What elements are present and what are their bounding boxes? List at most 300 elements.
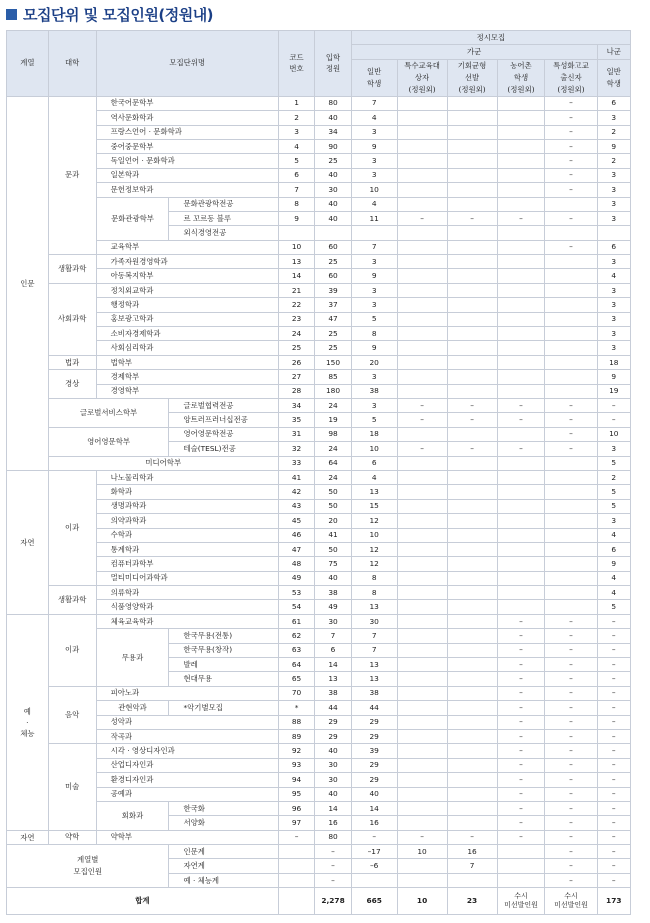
table-row — [7, 370, 631, 384]
vocational-cell — [545, 341, 597, 355]
code-cell: 3 — [278, 125, 314, 139]
unit-cell: 수학과 — [96, 528, 278, 542]
table-row — [7, 528, 631, 542]
quota-cell: 64 — [315, 456, 351, 470]
rural-cell — [497, 154, 545, 168]
code-cell: 31 — [278, 427, 314, 441]
unit-cell: 사회심리학과 — [96, 341, 278, 355]
header-na: 나군 — [597, 45, 630, 59]
equal-cell: – — [447, 413, 497, 427]
subunit-cell: 앙트러프러너십전공 — [169, 413, 278, 427]
special-ed-cell: – — [397, 413, 447, 427]
category-value: – — [545, 873, 597, 887]
rural-cell — [497, 240, 545, 254]
general-cell: 4 — [351, 197, 397, 211]
general-cell: 13 — [351, 672, 397, 686]
special-ed-cell — [397, 111, 447, 125]
equal-cell — [447, 485, 497, 499]
general-cell: 15 — [351, 499, 397, 513]
rural-cell: – — [497, 398, 545, 412]
rural-cell — [497, 255, 545, 269]
unit-cell: 통계학과 — [96, 542, 278, 556]
special-ed-cell: – — [397, 398, 447, 412]
general-cell: 3 — [351, 154, 397, 168]
special-ed-cell — [397, 298, 447, 312]
rural-cell — [497, 125, 545, 139]
table-row — [7, 355, 631, 369]
vocational-cell: – — [545, 111, 597, 125]
general-cell: 11 — [351, 211, 397, 225]
unit-cell: 생명과학과 — [96, 499, 278, 513]
rural-cell — [497, 226, 545, 240]
equal-cell — [447, 715, 497, 729]
table-row — [7, 586, 631, 600]
general-cell: 29 — [351, 773, 397, 787]
category-value: –17 — [351, 845, 397, 859]
general-cell: 44 — [351, 701, 397, 715]
table-row — [7, 514, 631, 528]
quota-cell: 37 — [315, 298, 351, 312]
quota-cell: 25 — [315, 255, 351, 269]
unit-cell: 아동복지학부 — [96, 269, 278, 283]
general-cell: 8 — [351, 327, 397, 341]
quota-cell: 50 — [315, 542, 351, 556]
special-ed-cell — [397, 600, 447, 614]
equal-cell: – — [447, 211, 497, 225]
daehak-cell: 미술 — [48, 744, 96, 830]
subunit-cell: 한국무용(전통) — [169, 629, 278, 643]
quota-cell: 6 — [315, 643, 351, 657]
table-row — [7, 744, 631, 758]
daehak-cell: 생활과학 — [48, 586, 96, 615]
special-ed-cell — [397, 312, 447, 326]
quota-cell: 16 — [315, 816, 351, 830]
equal-cell — [447, 255, 497, 269]
code-cell: 63 — [278, 643, 314, 657]
vocational-cell — [545, 571, 597, 585]
equal-cell — [447, 629, 497, 643]
header-equal: 기회균형 선발 (정원외) — [447, 59, 497, 96]
rural-cell — [497, 111, 545, 125]
na-general-cell: – — [597, 801, 630, 815]
special-ed-cell — [397, 384, 447, 398]
equal-cell — [447, 729, 497, 743]
special-ed-cell — [397, 557, 447, 571]
special-ed-cell: – — [397, 830, 447, 844]
rural-cell — [497, 600, 545, 614]
subunit-cell: 글로벌협력전공 — [169, 398, 278, 412]
category-value — [497, 845, 545, 859]
na-general-cell: – — [597, 413, 630, 427]
unit-cell: 홍보광고학과 — [96, 312, 278, 326]
quota-cell: 49 — [315, 600, 351, 614]
na-general-cell: 3 — [597, 341, 630, 355]
vocational-cell — [545, 269, 597, 283]
quota-cell: 30 — [315, 758, 351, 772]
quota-cell: 80 — [315, 830, 351, 844]
rural-cell: – — [497, 787, 545, 801]
total-general: 665 — [351, 888, 397, 915]
na-general-cell: – — [597, 672, 630, 686]
code-cell: 8 — [278, 197, 314, 211]
unit-cell: 경제학부 — [96, 370, 278, 384]
special-ed-cell — [397, 643, 447, 657]
special-ed-cell — [397, 226, 447, 240]
category-value: – — [315, 859, 351, 873]
equal-cell — [447, 514, 497, 528]
special-ed-cell — [397, 744, 447, 758]
quota-cell: 40 — [315, 571, 351, 585]
special-ed-cell — [397, 327, 447, 341]
unit-cell: 중어중문학부 — [96, 139, 278, 153]
quota-cell: 40 — [315, 211, 351, 225]
unit-cell: 식품영양학과 — [96, 600, 278, 614]
general-cell: 8 — [351, 586, 397, 600]
quota-cell: 180 — [315, 384, 351, 398]
category-name: 자연계 — [169, 859, 278, 873]
rural-cell — [497, 370, 545, 384]
table-row — [7, 154, 631, 168]
table-row — [7, 485, 631, 499]
na-general-cell: 3 — [597, 255, 630, 269]
general-cell: 13 — [351, 658, 397, 672]
rural-cell — [497, 499, 545, 513]
code-cell: 93 — [278, 758, 314, 772]
code-cell — [278, 873, 314, 887]
na-general-cell: 5 — [597, 499, 630, 513]
special-ed-cell — [397, 168, 447, 182]
equal-cell — [447, 571, 497, 585]
equal-cell — [447, 370, 497, 384]
na-general-cell: 6 — [597, 240, 630, 254]
category-value — [397, 873, 447, 887]
equal-cell — [447, 139, 497, 153]
special-ed-cell — [397, 269, 447, 283]
quota-cell: 39 — [315, 283, 351, 297]
special-ed-cell — [397, 801, 447, 815]
table-row — [7, 197, 631, 211]
vocational-cell: – — [545, 729, 597, 743]
special-ed-cell — [397, 154, 447, 168]
table-row — [7, 715, 631, 729]
rural-cell — [497, 384, 545, 398]
header-vocational: 특성화고교 출신자 (정원외) — [545, 59, 597, 96]
vocational-cell — [545, 557, 597, 571]
special-ed-cell — [397, 96, 447, 110]
special-ed-cell — [397, 528, 447, 542]
rural-cell: – — [497, 715, 545, 729]
table-row — [7, 758, 631, 772]
daehak-cell: 이과 — [48, 470, 96, 585]
total-quota: 2,278 — [315, 888, 351, 915]
vocational-cell — [545, 586, 597, 600]
unit-cell: 피아노과 — [96, 686, 278, 700]
table-row — [7, 125, 631, 139]
code-cell: 45 — [278, 514, 314, 528]
general-cell: 8 — [351, 571, 397, 585]
special-ed-cell — [397, 240, 447, 254]
general-cell: 9 — [351, 341, 397, 355]
subunit-cell: 르 꼬르동 블루 — [169, 211, 278, 225]
equal-cell — [447, 801, 497, 815]
unit-cell: 법학부 — [96, 355, 278, 369]
gyeyeol-cell: 예 · 체능 — [7, 614, 49, 830]
general-cell: 9 — [351, 139, 397, 153]
category-value: – — [315, 873, 351, 887]
header-ga: 가군 — [351, 45, 597, 59]
code-cell: 24 — [278, 327, 314, 341]
na-general-cell: 3 — [597, 327, 630, 341]
equal-cell — [447, 197, 497, 211]
code-cell — [278, 859, 314, 873]
na-general-cell: 6 — [597, 96, 630, 110]
daehak-cell: 경상 — [48, 370, 96, 399]
daehak-cell: 영어영문학부 — [48, 427, 169, 456]
special-ed-cell — [397, 715, 447, 729]
equal-cell — [447, 283, 497, 297]
table-row — [7, 341, 631, 355]
general-cell — [351, 226, 397, 240]
code-cell: 10 — [278, 240, 314, 254]
quota-cell: 13 — [315, 672, 351, 686]
category-value — [447, 873, 497, 887]
unit-cell: 행정학과 — [96, 298, 278, 312]
quota-cell: 40 — [315, 787, 351, 801]
general-cell: 3 — [351, 168, 397, 182]
na-general-cell: 6 — [597, 542, 630, 556]
quota-cell: 38 — [315, 586, 351, 600]
total-label: 합계 — [7, 888, 279, 915]
rural-cell: – — [497, 629, 545, 643]
general-cell: 12 — [351, 514, 397, 528]
section-title — [6, 3, 213, 25]
table-row — [7, 773, 631, 787]
code-cell: 2 — [278, 111, 314, 125]
special-ed-cell — [397, 341, 447, 355]
rural-cell — [497, 528, 545, 542]
rural-cell — [497, 327, 545, 341]
general-cell: 38 — [351, 686, 397, 700]
na-general-cell — [597, 226, 630, 240]
square-bullet-icon — [6, 9, 17, 20]
code-cell: 88 — [278, 715, 314, 729]
table-row — [7, 701, 631, 715]
equal-cell — [447, 470, 497, 484]
general-cell: 4 — [351, 111, 397, 125]
special-ed-cell: – — [397, 442, 447, 456]
admission-quota-table — [6, 30, 631, 915]
subunit-cell: 영어영문학전공 — [169, 427, 278, 441]
quota-cell: 40 — [315, 197, 351, 211]
rural-cell: – — [497, 816, 545, 830]
unit-cell: 성악과 — [96, 715, 278, 729]
general-cell: 29 — [351, 758, 397, 772]
code-cell: 65 — [278, 672, 314, 686]
rural-cell: – — [497, 686, 545, 700]
table-row — [7, 384, 631, 398]
quota-cell: 40 — [315, 744, 351, 758]
equal-cell — [447, 183, 497, 197]
quota-cell: 80 — [315, 96, 351, 110]
vocational-cell — [545, 298, 597, 312]
na-general-cell: – — [597, 629, 630, 643]
header-general: 일반 학생 — [351, 59, 397, 96]
equal-cell — [447, 787, 497, 801]
quota-cell: 25 — [315, 341, 351, 355]
special-ed-cell — [397, 183, 447, 197]
general-cell: 3 — [351, 283, 397, 297]
vocational-cell — [545, 370, 597, 384]
special-ed-cell — [397, 485, 447, 499]
general-cell: 3 — [351, 398, 397, 412]
special-ed-cell — [397, 729, 447, 743]
special-ed-cell — [397, 197, 447, 211]
vocational-cell: – — [545, 801, 597, 815]
quota-cell: 14 — [315, 801, 351, 815]
category-value: 7 — [447, 859, 497, 873]
unit-cell: 일본학과 — [96, 168, 278, 182]
daehak-cell: 생활과학 — [48, 255, 96, 284]
special-ed-cell — [397, 139, 447, 153]
category-value — [351, 873, 397, 887]
na-general-cell: 9 — [597, 370, 630, 384]
quota-cell: 7 — [315, 629, 351, 643]
unit-cell: 체육교육학과 — [96, 614, 278, 628]
general-cell: 30 — [351, 614, 397, 628]
special-ed-cell — [397, 542, 447, 556]
na-general-cell: 9 — [597, 139, 630, 153]
rural-cell: – — [497, 773, 545, 787]
general-cell: 3 — [351, 370, 397, 384]
subunit-cell: 서양화 — [169, 816, 278, 830]
unit-cell: 산업디자인과 — [96, 758, 278, 772]
general-cell: 12 — [351, 557, 397, 571]
quota-cell: 24 — [315, 398, 351, 412]
equal-cell — [447, 816, 497, 830]
vocational-cell — [545, 283, 597, 297]
vocational-cell: – — [545, 715, 597, 729]
na-general-cell: 2 — [597, 154, 630, 168]
code-cell: 49 — [278, 571, 314, 585]
category-value — [397, 859, 447, 873]
equal-cell — [447, 240, 497, 254]
vocational-cell: – — [545, 183, 597, 197]
code-cell: 23 — [278, 312, 314, 326]
code-cell: 34 — [278, 398, 314, 412]
rural-cell: – — [497, 211, 545, 225]
code-cell: 22 — [278, 298, 314, 312]
code-cell: 4 — [278, 139, 314, 153]
na-general-cell: – — [597, 830, 630, 844]
table-row — [7, 111, 631, 125]
daehak-cell: 음악 — [48, 686, 96, 744]
general-cell: 7 — [351, 629, 397, 643]
table-row — [7, 255, 631, 269]
subunit-cell: *악기별모집 — [169, 701, 278, 715]
quota-cell: 50 — [315, 499, 351, 513]
unit-cell: 소비자경제학과 — [96, 327, 278, 341]
code-cell: 25 — [278, 341, 314, 355]
rural-cell — [497, 571, 545, 585]
category-value: – — [545, 845, 597, 859]
table-row — [7, 686, 631, 700]
rural-cell: – — [497, 701, 545, 715]
rural-cell — [497, 298, 545, 312]
na-general-cell: – — [597, 398, 630, 412]
vocational-cell: – — [545, 744, 597, 758]
special-ed-cell — [397, 355, 447, 369]
category-value: – — [597, 859, 630, 873]
category-value — [497, 873, 545, 887]
vocational-cell — [545, 456, 597, 470]
vocational-cell: – — [545, 413, 597, 427]
special-ed-cell — [397, 787, 447, 801]
na-general-cell: – — [597, 744, 630, 758]
quota-cell: 20 — [315, 514, 351, 528]
unit-cell: 컴퓨터과학부 — [96, 557, 278, 571]
vocational-cell: – — [545, 658, 597, 672]
table-row — [7, 542, 631, 556]
header-code: 코드 번호 — [278, 31, 314, 97]
total-na-general: 173 — [597, 888, 630, 915]
vocational-cell — [545, 499, 597, 513]
unit-cell: 화학과 — [96, 485, 278, 499]
vocational-cell — [545, 197, 597, 211]
vocational-cell: – — [545, 614, 597, 628]
unit-cell: 문헌정보학과 — [96, 183, 278, 197]
na-general-cell: 4 — [597, 528, 630, 542]
vocational-cell: – — [545, 154, 597, 168]
table-row — [7, 269, 631, 283]
category-name: 예 · 체능계 — [169, 873, 278, 887]
general-cell: 7 — [351, 643, 397, 657]
equal-cell — [447, 701, 497, 715]
table-row — [7, 571, 631, 585]
vocational-cell: – — [545, 758, 597, 772]
vocational-cell: – — [545, 442, 597, 456]
code-cell: 6 — [278, 168, 314, 182]
equal-cell — [447, 154, 497, 168]
daehak-cell: 글로벌서비스학부 — [48, 398, 169, 427]
na-general-cell: 3 — [597, 111, 630, 125]
general-cell: 12 — [351, 542, 397, 556]
vocational-cell — [545, 514, 597, 528]
code-cell: 21 — [278, 283, 314, 297]
vocational-cell — [545, 355, 597, 369]
rural-cell — [497, 269, 545, 283]
unit-cell: 관현악과 — [96, 701, 169, 715]
general-cell: 10 — [351, 442, 397, 456]
table-row — [7, 427, 631, 441]
equal-cell: – — [447, 442, 497, 456]
daehak-cell: 미디어학부 — [48, 456, 278, 470]
general-cell: 38 — [351, 384, 397, 398]
quota-cell: 98 — [315, 427, 351, 441]
unit-cell: 의약과학과 — [96, 514, 278, 528]
code-cell: 1 — [278, 96, 314, 110]
subunit-cell: 한국무용(창작) — [169, 643, 278, 657]
quota-cell: 14 — [315, 658, 351, 672]
total-rural: 수시 미선발인원 — [497, 888, 545, 915]
vocational-cell: – — [545, 773, 597, 787]
general-cell: 13 — [351, 600, 397, 614]
special-ed-cell — [397, 514, 447, 528]
code-cell: 61 — [278, 614, 314, 628]
general-cell: 29 — [351, 729, 397, 743]
code-cell: 26 — [278, 355, 314, 369]
code-cell: 62 — [278, 629, 314, 643]
unit-cell: 가족자원경영학과 — [96, 255, 278, 269]
